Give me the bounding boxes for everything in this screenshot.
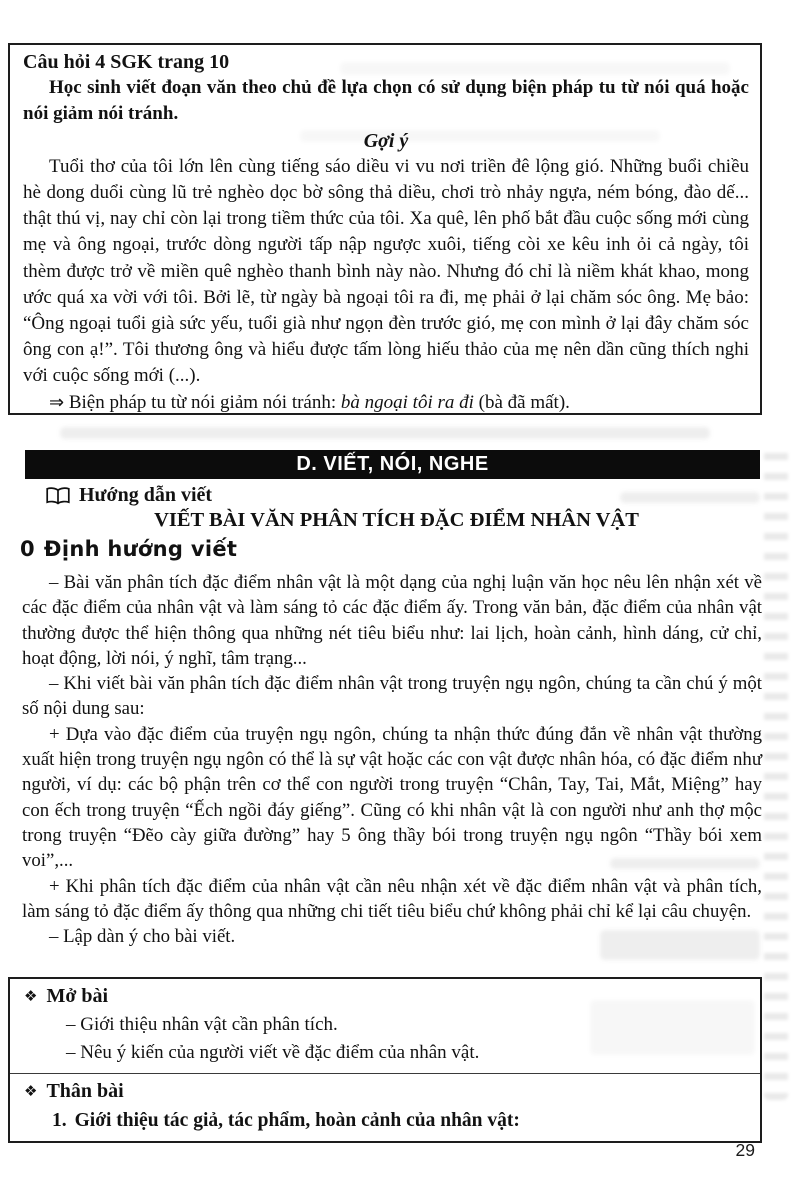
conclusion-italic: bà ngoại tôi ra đi: [340, 391, 474, 413]
diamond-bullet-icon: ❖: [24, 1082, 38, 1100]
outline-than-bai: [10, 1073, 760, 1141]
subsection-label: Định hướng viết: [43, 537, 238, 561]
open-book-icon: [46, 487, 70, 505]
outline-item: – Nêu ý kiến của người viết về đặc điểm của nhân vật.: [66, 1042, 480, 1063]
section-banner-title: D. VIẾT, NÓI, NGHE: [296, 453, 489, 475]
than-bai-title: Thân bài: [46, 1080, 124, 1102]
paragraph: – Khi viết bài văn phân tích đặc điểm nhân vật trong truyện ngụ ngôn, chúng ta cần chú ý một số nội dung sau:: [22, 673, 762, 720]
bleed-through-smudge: [764, 440, 788, 1100]
paragraph: – Lập dàn ý cho bài viết.: [49, 926, 236, 948]
diamond-bullet-icon: ❖: [24, 987, 38, 1005]
question-prompt: Học sinh viết đoạn văn theo chủ đề lựa chọn có sử dụng biện pháp tu từ nói quá hoặc nói giảm nói tránh.: [23, 77, 749, 125]
paragraph: + Khi phân tích đặc điểm của nhân vật cần nêu nhận xét về đặc điểm nhân vật và phân tích, làm sáng tỏ đặc điểm ấy thông qua những chi tiết tiêu biểu chứ không phải chỉ kể lại câu chuyện.: [22, 875, 762, 922]
sample-essay: Tuổi thơ của tôi lớn lên cùng tiếng sáo diều vi vu nơi triền đê lộng gió. Những buổi chiều hè dong duổi cùng lũ trẻ nghèo dọc bờ sông thả diều, chơi trò nhảy ngựa, ném bóng, đào dế... thật thú vị, nay chỉ còn lại trong tiềm thức của tôi. Xa quê, lên phố bắt đầu cuộc sống mới cùng mẹ và ông ngoại, trước dòng người tấp nập ngược xuôi, tiếng còi xe kêu inh ỏi cả ngày, tôi thèm được trở về miền quê nghèo thanh bình này nào. Nhưng đó chỉ là niềm khát khao, mong ước quá xa vời với tôi. Bởi lẽ, từ ngày bà ngoại tôi ra đi, mẹ phải ở lại chăm sóc ông. Mẹ bảo: “Ông ngoại tuổi già sức yếu, tuổi già như ngọn đèn trước gió, mẹ con mình ở lại đây chăm sóc ông con ạ!”. Tôi thương ông và hiểu được tấm lòng hiếu thảo của mẹ nên dần cũng thích nghi với cuộc sống mới (...).: [23, 155, 749, 387]
bleed-through-smudge: [620, 492, 760, 503]
hint-title: Gợi ý: [363, 129, 409, 152]
than-bai-heading: [24, 1077, 748, 1106]
paragraph: + Dựa vào đặc điểm của truyện ngụ ngôn, chúng ta nhận thức đúng đắn về nhân vật thường xuất hiện trong truyện ngụ ngôn có thể là sự vật hoặc các con vật được nhân hóa, có đặc điểm như người, ví dụ: các bộ phận trên cơ thể con người trong truyện “Chân, Tay, Tai, Mắt, Miệng” hay con ếch trong truyện “Ếch ngồi đáy giếng”. Cũng có khi nhân vật là con người như anh thợ mộc trong truyện “Đẽo cày giữa đường” hay 5 ông thầy bói trong truyện ngụ ngôn “Thầy bói xem voi”,...: [22, 723, 762, 872]
bleed-through-smudge: [60, 427, 710, 439]
conclusion-line: [23, 390, 749, 416]
double-arrow-icon: ⇒: [49, 391, 65, 413]
subsection-number: 0: [20, 537, 35, 561]
lesson-title: VIẾT BÀI VĂN PHÂN TÍCH ĐẶC ĐIỂM NHÂN VẬT: [154, 509, 639, 531]
question-box: [8, 43, 762, 415]
question-heading: Câu hỏi 4 SGK trang 10: [23, 51, 230, 73]
mo-bai-title: Mở bài: [46, 985, 109, 1007]
conclusion-suffix: (bà đã mất).: [473, 391, 570, 413]
item-number: 1.: [52, 1110, 67, 1131]
outline-item: – Giới thiệu nhân vật cần phân tích.: [66, 1014, 338, 1035]
conclusion-prefix: Biện pháp tu từ nói giảm nói tránh:: [64, 391, 341, 413]
subsection-heading: [20, 537, 237, 561]
section-banner: [25, 450, 760, 479]
outline-box: [8, 977, 762, 1143]
item-text: Giới thiệu tác giả, tác phẩm, hoàn cảnh của nhân vật:: [74, 1110, 520, 1131]
mo-bai-heading: [24, 982, 748, 1011]
guide-label: Hướng dẫn viết: [79, 484, 213, 506]
page-number: 29: [735, 1140, 755, 1160]
outline-mo-bai: [10, 979, 760, 1073]
paragraph: – Bài văn phân tích đặc điểm nhân vật là một dạng của nghị luận văn học nêu lên nhận xét về các đặc điểm của nhân vật và làm sáng tỏ các đặc điểm ấy. Trong văn bản, đặc điểm của nhân vật thường được thể hiện thông qua những nét tiêu biểu như: lai lịch, hoàn cảnh, hình dáng, cử chỉ, hoạt động, lời nói, ý nghĩ, tâm trạng...: [22, 572, 762, 669]
body-text: [22, 570, 762, 949]
guide-heading: [46, 484, 212, 507]
than-bai-item: [24, 1106, 748, 1135]
